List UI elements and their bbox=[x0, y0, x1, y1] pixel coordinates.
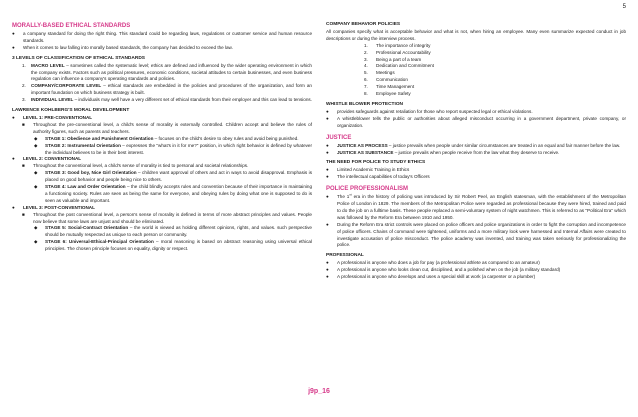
list-item: ● Limited Academic Training in Ethics bbox=[326, 167, 410, 173]
list-item: 1. MACRO LEVEL – sometimes called the systematic level; ethics are defined and influenced by the wider operating environment in which the company exists. Factors such as political pressures, economic conditions, societal attitudes to certain businesses, and even business regulation can influence a company's operating standards and policies. bbox=[22, 62, 312, 82]
level-1-title: ● LEVEL 1: PRE-CONVENTIONAL bbox=[12, 114, 93, 120]
list-item: 4. Dedication and Commitment bbox=[364, 63, 434, 69]
square-bullet-icon: ■ bbox=[22, 121, 25, 127]
justice-heading: JUSTICE bbox=[326, 134, 352, 141]
list-item: ◆ STAGE 1: Obedience and Punishment Orientation – focuses on the child's desire to obey rules and avoid being punished. bbox=[34, 135, 299, 141]
bullet-icon: ● bbox=[326, 267, 329, 273]
list-item: ◆ STAGE 5: Social-Contract Orientation – the world is viewed as holding different opinions, rights, and values. such perspective should be mutually respected as unique to each person or community. bbox=[34, 225, 312, 238]
bullet-icon: ● bbox=[12, 156, 15, 162]
list-item: ● provides safeguards against retaliation for those who report suspected legal or ethical violations. bbox=[326, 108, 533, 114]
diamond-bullet-icon: ◆ bbox=[34, 239, 38, 245]
diamond-bullet-icon: ◆ bbox=[34, 225, 38, 231]
list-item: ◆ STAGE 2: Instrumental Orientation – expresses the "what's in it for me?" position, in which right behavior is defined by whatever the individual believes to be in their best interest. bbox=[34, 142, 313, 155]
list-item: 2. Professional Accountability bbox=[364, 49, 431, 55]
police-ethics-heading: THE NEED FOR POLICE TO STUDY ETHICS bbox=[326, 160, 426, 166]
whistle-blower-heading: WHISTLE BLOWER PROTECTION bbox=[326, 101, 404, 107]
moral-standards-heading: MORALLY-BASED ETHICAL STANDARDS bbox=[12, 23, 131, 29]
list-item: 3. INDIVIDUAL LEVEL – individuals may well have a very different set of ethical standards from their employer and this can lead to tensions. bbox=[22, 97, 312, 103]
kohlberg-heading: LAWRENCE KOHLBERG'S MORAL DEVELOPMENT bbox=[12, 108, 130, 114]
page-number: 5 bbox=[622, 4, 626, 10]
policies-description: All companies specify what is acceptable behavior and what is not, when hiring an employee. Many even summarize expected conduct in job descriptions or during the interview process. bbox=[326, 28, 626, 41]
bullet-icon: ● bbox=[326, 194, 329, 200]
list-item: 7. Time Management bbox=[364, 84, 415, 90]
list-item: ■ Throughout the conventional level, a child's sense of morality is tied to personal and societal relationships. bbox=[22, 163, 249, 169]
list-item: ● During the Reform Era strict controls were placed on police officers and police organizations in order to fight the corruption and incompetence of police officers. Chains of command were tightened, uniforms and a more military look were harnessed and Internal Affairs were created to investigate accusation of police misconduct. The police academy was invented, and training was taken seriously for professionalizing the police. bbox=[326, 221, 626, 248]
levels-heading: 3 LEVELS OF CLASSIFICATION OF ETHICAL STANDARDS bbox=[12, 55, 145, 61]
square-bullet-icon: ■ bbox=[22, 163, 25, 169]
square-bullet-icon: ■ bbox=[22, 211, 25, 217]
right-column bbox=[326, 22, 626, 281]
list-item: 8. Employee Safety bbox=[364, 91, 411, 97]
list-item: ● A professional is anyone who develops and uses a special skill at work (a carpenter or a plumber) bbox=[326, 274, 536, 280]
diamond-bullet-icon: ◆ bbox=[34, 184, 38, 190]
list-item: ◆ STAGE 6: Universal-Ethical-Principal Orientation – moral reasoning is based on abstract reasoning using universal ethical principles. The chosen principle focuses on equality, dignity or respect. bbox=[34, 239, 312, 252]
list-item: ● a company standard for doing the right thing. This standard could be regarding laws, regulations or customer service and human resource standards. bbox=[12, 31, 312, 43]
list-item: ◆ STAGE 3: Good boy, Nice Girl Orientation – children want approval of others and act in ways to avoid disapproval. Emphasis is placed on good behavior and people being nice to others. bbox=[34, 170, 312, 183]
police-professionalism-heading: POLICE PROFESSIONALISM bbox=[326, 186, 409, 193]
list-item: ◆ STAGE 4: Law and Order Orientation – the child blindly accepts rules and convention because of their importance in maintaining a functioning society. Rules are seen as being the same for everyone, and obeying rules by doing what one is supposed to do is seen as valuable and important. bbox=[34, 184, 312, 203]
level-3-title: ● LEVEL 3: POST-CONVENTIONAL bbox=[12, 204, 95, 210]
bullet-icon: ● bbox=[12, 114, 15, 120]
bullet-icon: ● bbox=[326, 174, 329, 180]
footer-label: j9p_16 bbox=[308, 388, 330, 395]
level-2-title: ● LEVEL 2: CONVENTIONAL bbox=[12, 156, 82, 162]
list-item: ● A professional is anyone who looks clean cut, disciplined, and a polished when on the job (a military standard) bbox=[326, 267, 561, 273]
bullet-icon: ● bbox=[326, 108, 329, 114]
list-item: ● The intellectual capabilities of today's Officers bbox=[326, 174, 430, 180]
professional-heading: PROFESSIONAL bbox=[326, 253, 364, 259]
list-item: ● JUSTICE AS SUBSTANCE – justice prevails when people receive from the law what they deserve to receive. bbox=[326, 149, 560, 155]
bullet-icon: ● bbox=[326, 274, 329, 280]
left-column bbox=[12, 22, 312, 253]
list-item: ● When it comes to law falling into morally based standards, the company has decided to exceed the law. bbox=[12, 44, 233, 50]
list-item: ■ Throughout the pre-conventional level, a child's sense of morality is externally controlled. Children accept and believe the rules of authority figures, such as parents and teachers. bbox=[22, 121, 312, 134]
bullet-icon: ● bbox=[12, 44, 15, 50]
diamond-bullet-icon: ◆ bbox=[34, 135, 38, 141]
list-item: ● A professional is anyone who does a job for pay (a professional athlete as compared to an amateur) bbox=[326, 260, 540, 266]
policies-heading: COMPANY BEHAVIOR POLICIES bbox=[326, 22, 401, 27]
bullet-icon: ● bbox=[12, 31, 15, 36]
list-item: ● The 1st era in the history of policing was introduced by Sir Robert Peel, an English statesman, with the establishment of the Metropolitan Police of London in 1829. The members of the Metropolitan Police were regarded as professional because they were hired, trained and paid to do the job on a fulltime basis. These people replaced a semi-voluntary system of night watchmen. This is referred to as "Political Era" which was followed by the Reform Era between 1910 and 1950. bbox=[326, 192, 627, 220]
bullet-icon: ● bbox=[326, 221, 329, 227]
policies-list bbox=[364, 43, 626, 98]
list-item: 3. Being a part of a team bbox=[364, 56, 422, 62]
bullet-icon: ● bbox=[12, 204, 15, 210]
bullet-icon: ● bbox=[326, 167, 329, 173]
list-item: ● JUSTICE AS PROCESS – justice prevails when people under similar circumstances are treated in an equal and fair manner before the law. bbox=[326, 142, 621, 148]
bullet-icon: ● bbox=[326, 115, 329, 121]
bullet-icon: ● bbox=[326, 149, 329, 155]
diamond-bullet-icon: ◆ bbox=[34, 170, 38, 176]
list-item: 5. Meetings bbox=[364, 70, 395, 76]
list-item: ● A whistleblower tells the public or authorities about alleged misconduct occurring in a government department, private company, or organization. bbox=[326, 115, 626, 128]
list-item: 6. Communication bbox=[364, 77, 408, 83]
bullet-icon: ● bbox=[326, 260, 329, 266]
diamond-bullet-icon: ◆ bbox=[34, 142, 38, 148]
bullet-icon: ● bbox=[326, 142, 329, 148]
list-item: ■ Throughout the post conventional level, a person's sense of morality is defined in terms of more abstract principles and values. People now believe that some laws are unjust and should be eliminated. bbox=[22, 211, 312, 224]
list-item: 2. COMPANY/CORPORATE LEVEL – ethical standards are embedded in the policies and procedures of the organization, and form an important foundation on which business strategy is built. bbox=[22, 83, 312, 96]
list-item: 1. The importance of integrity bbox=[364, 42, 431, 48]
